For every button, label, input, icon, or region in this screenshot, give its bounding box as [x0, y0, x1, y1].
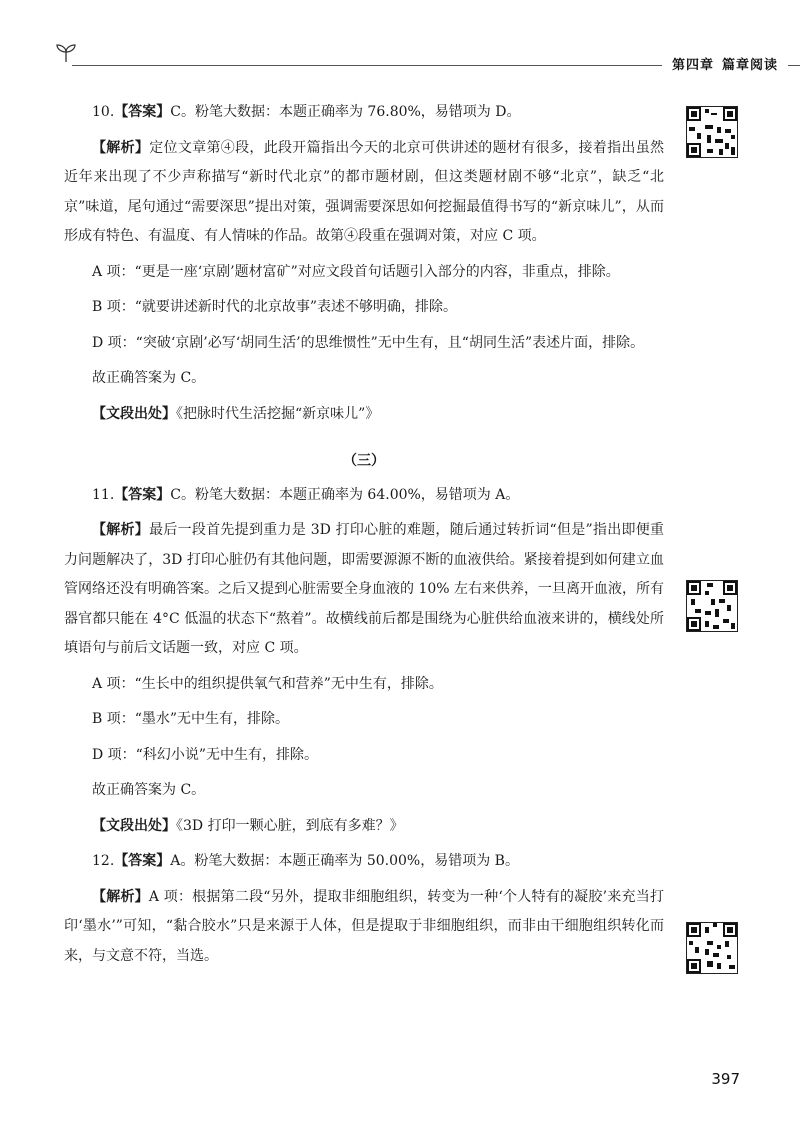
- q12-answer-text: A。粉笔大数据：本题正确率为 50.00%，易错项为 B。: [170, 853, 519, 869]
- qr-code-q10-icon: [686, 106, 738, 158]
- q11-option-d: D 项：“科幻小说”无中生有，排除。: [92, 746, 318, 763]
- q12-answer-label: 【答案】: [114, 853, 171, 869]
- q10-option-b: B 项：“就要讲述新时代的北京故事”表述不够明确，排除。: [92, 299, 458, 315]
- q10-conclusion: 故正确答案为 C。: [92, 370, 206, 386]
- q12-analysis-label: 【解析】: [92, 888, 149, 905]
- q12-number: 12.: [92, 853, 115, 869]
- chapter-label: [662, 54, 788, 73]
- q10-analysis-text: 定位文章第④段，此段开篇指出今天的北京可供讲述的题材有很多，接着指出虽然近年来出现了不少声称描写“新时代北京”的都市题材剧，但这类题材剧不够“北京”，缺乏“北京”味道，尾句通过“需要深思”提出对策，强调需要深思如何挖掘最值得书写的“新京味儿”，从而形成有特色、有温度、有人情味的作品。故第④段重在强调对策，对应 C 项。: [64, 139, 665, 244]
- section-title-header: 篇章阅读: [721, 58, 778, 73]
- page-number: 397: [711, 1070, 740, 1088]
- q11-analysis: [64, 516, 664, 664]
- q10-source: [64, 400, 664, 430]
- q12-analysis: [64, 883, 664, 972]
- q11-analysis-text: 最后一段首先提到重力是 3D 打印心脏的难题，随后通过转折词“但是”指出即便重力问题解决了，3D 打印心脏仍有其他问题，即需要源源不断的血液供给。紧接着提到如何建立血管网络还没有明确答案。之后又提到心脏需要全身血液的 10% 左右来供养，一旦离开血液，所有器官都只能在 4°C 低温的状态下“熬着”。故横线前后都是围绕为心脏供给血液来讲的，横线处所填语句与前后文话题一致，对应 C 项。: [64, 522, 665, 656]
- q11-source: [64, 812, 664, 842]
- q10-analysis-label: 【解析】: [92, 139, 150, 156]
- q10-source-text: 《把脉时代生活挖掘“新京味儿”》: [176, 405, 380, 422]
- q10-analysis: [64, 134, 664, 252]
- q11-answer-label: 【答案】: [114, 486, 171, 503]
- section-three-title: （三）: [343, 453, 385, 469]
- leaf-icon: [54, 44, 78, 64]
- q11-conclusion: 故正确答案为 C。: [92, 782, 206, 798]
- q10-answer: [64, 98, 664, 128]
- q10-option-a: A 项：“更是一座‘京剧’题材富矿”对应文段首句话题引入部分的内容，非重点，排除。: [92, 263, 620, 280]
- q11-option-b: B 项：“墨水”无中生有，排除。: [92, 711, 290, 727]
- q11-option-a: A 项：“生长中的组织提供氧气和营养”无中生有，排除。: [92, 675, 443, 692]
- qr-code-q12-icon: [686, 922, 738, 974]
- q11-analysis-label: 【解析】: [92, 522, 150, 538]
- q11-answer: [64, 481, 664, 511]
- q10-answer-text: C。粉笔大数据：本题正确率为 76.80%，易错项为 D。: [170, 104, 521, 120]
- q10-number: 10.: [92, 104, 115, 120]
- q11-source-label: 【文段出处】: [92, 817, 176, 834]
- q12-answer: [64, 847, 664, 877]
- chapter-title: 第四章: [671, 58, 714, 73]
- q10-answer-label: 【答案】: [114, 104, 171, 120]
- q11-source-text: 《3D 打印一颗心脏，到底有多难？》: [176, 817, 404, 834]
- q10-option-d: D 项：“突破‘京剧’必写‘胡同生活’的思维惯性”无中生有，且“胡同生活”表述片面，排除。: [92, 334, 645, 351]
- page-header: [54, 44, 800, 78]
- q10-source-label: 【文段出处】: [92, 405, 176, 422]
- q11-number: 11.: [92, 486, 115, 503]
- q11-answer-text: C。粉笔大数据：本题正确率为 64.00%，易错项为 A。: [170, 486, 520, 503]
- page-content: [64, 98, 664, 971]
- qr-code-q11-icon: [686, 580, 738, 632]
- q12-analysis-text: A 项：根据第二段“另外，提取非细胞组织，转变为一种‘个人特有的凝胶’来充当打印‘墨水’”可知，“黏合胶水”只是来源于人体，但是提取于非细胞组织，而非由干细胞组织转化而来，与文意不符，当选。: [64, 888, 664, 964]
